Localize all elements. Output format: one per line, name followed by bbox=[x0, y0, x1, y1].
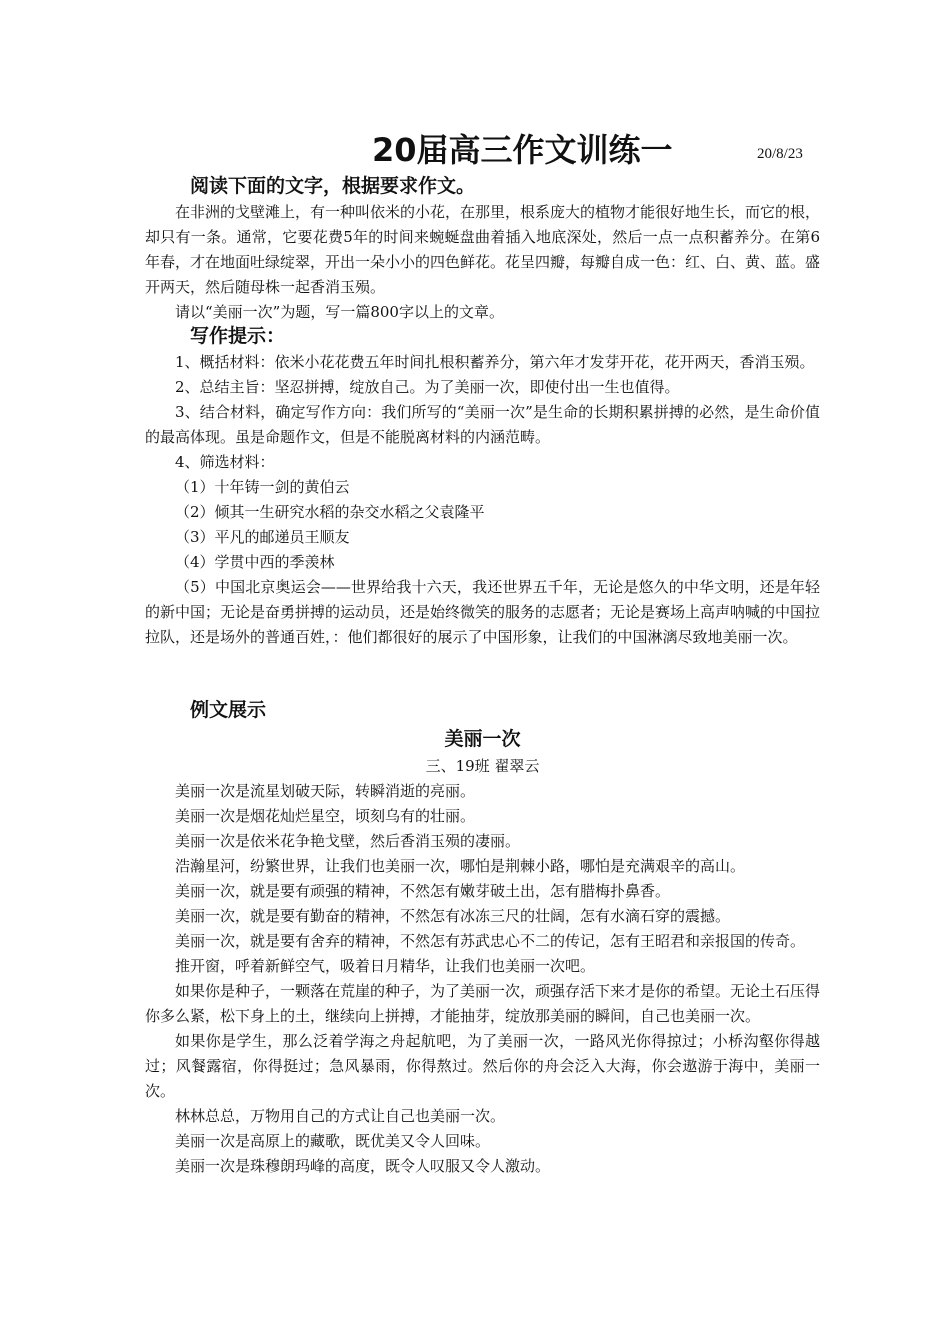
material-item: （3）平凡的邮递员王顺友 bbox=[175, 528, 350, 546]
page-title: 20届高三作文训练一 bbox=[372, 131, 673, 169]
essay-title: 美丽一次 bbox=[444, 728, 521, 750]
essay-paragraph: 美丽一次是高原上的藏歌，既优美又令人回味。 bbox=[175, 1132, 491, 1150]
section-heading-tips: 写作提示： bbox=[190, 325, 286, 347]
essay-paragraph: 浩瀚星河，纷繁世界，让我们也美丽一次，哪怕是荆棘小路，哪怕是充满艰辛的高山。 bbox=[175, 857, 746, 875]
essay-paragraph: 美丽一次是烟花灿烂星空，顷刻乌有的壮丽。 bbox=[175, 807, 476, 825]
essay-paragraph: 美丽一次是流星划破天际，转瞬消逝的亮丽。 bbox=[175, 782, 476, 800]
essay-paragraph: 如果你是学生，那么泛着学海之舟起航吧，为了美丽一次，一路风光你得掠过；小桥沟壑你得越过；风餐露宿，你得挺过；急风暴雨，你得熬过。然后你的舟会泛入大海，你会遨游于海中，美丽一次。 bbox=[145, 1032, 820, 1100]
essay-paragraph: 美丽一次，就是要有勤奋的精神，不然怎有冰冻三尺的壮阔，怎有水滴石穿的震撼。 bbox=[175, 907, 731, 925]
section-heading-prompt: 阅读下面的文字，根据要求作文。 bbox=[190, 175, 476, 197]
section-tips bbox=[145, 322, 820, 650]
date-label: 20/8/23 bbox=[757, 146, 803, 162]
essay-paragraph: 林林总总，万物用自己的方式让自己也美丽一次。 bbox=[175, 1107, 506, 1125]
tip-item: 1、概括材料：依米小花花费五年时间扎根积蓄养分，第六年才发芽开花，花开两天，香消玉殒。 bbox=[175, 353, 815, 371]
essay-author: 三、19班 翟翠云 bbox=[425, 757, 540, 775]
tip-item: 3、结合材料，确定写作方向：我们所写的“美丽一次”是生命的长期积累拼搏的必然，是生命价值的最高体现。虽是命题作文，但是不能脱离材料的内涵范畴。 bbox=[145, 403, 820, 446]
title-row bbox=[0, 128, 950, 172]
material-item: （1）十年铸一剑的黄伯云 bbox=[175, 478, 350, 496]
essay-paragraph: 推开窗，呼着新鲜空气，吸着日月精华，让我们也美丽一次吧。 bbox=[175, 957, 596, 975]
section-prompt bbox=[145, 172, 820, 325]
essay-paragraph: 美丽一次，就是要有舍弃的精神，不然怎有苏武忠心不二的传记，怎有王昭君和亲报国的传奇。 bbox=[175, 932, 806, 950]
material-item: （2）倾其一生研究水稻的杂交水稻之父袁隆平 bbox=[175, 503, 485, 521]
material-item: （4）学贯中西的季羡林 bbox=[175, 553, 335, 571]
material-item: （5）中国北京奥运会——世界给我十六天，我还世界五千年，无论是悠久的中华文明，还是年轻的新中国；无论是奋勇拼搏的运动员，还是始终微笑的服务的志愿者；无论是赛场上高声呐喊的中国拉拉队，还是场外的普通百姓，：他们都很好的展示了中国形象，让我们的中国淋漓尽致地美丽一次。 bbox=[145, 578, 821, 646]
section-heading-example: 例文展示 bbox=[190, 699, 267, 721]
task-paragraph: 请以“美丽一次”为题，写一篇800字以上的文章。 bbox=[175, 303, 504, 321]
essay-paragraph: 美丽一次是依米花争艳戈壁，然后香消玉殒的凄丽。 bbox=[175, 832, 521, 850]
essay-paragraph: 如果你是种子，一颗落在荒崖的种子，为了美丽一次，顽强存活下来才是你的希望。无论土石压得你多么紧，松下身上的土，继续向上拼搏，才能抽芽，绽放那美丽的瞬间，自己也美丽一次。 bbox=[145, 982, 821, 1025]
material-paragraph: 在非洲的戈壁滩上，有一种叫依米的小花，在那里，根系庞大的植物才能很好地生长，而它的根，却只有一条。通常，它要花费5年的时间来蜿蜒盘曲着插入地底深处，然后一点一点积蓄养分。在第6年春，才在地面吐绿绽翠，开出一朵小小的四色鲜花。花呈四瓣，每瓣自成一色：红、白、黄、蓝。盛开两天，然后随母株一起香消玉殒。 bbox=[145, 203, 821, 296]
essay-paragraph: 美丽一次是珠穆朗玛峰的高度，既令人叹服又令人激动。 bbox=[175, 1157, 551, 1175]
section-example bbox=[145, 696, 820, 1179]
essay-paragraph: 美丽一次，就是要有顽强的精神，不然怎有嫩芽破土出，怎有腊梅扑鼻香。 bbox=[175, 882, 671, 900]
tip-item: 2、总结主旨：坚忍拼搏，绽放自己。为了美丽一次，即使付出一生也值得。 bbox=[175, 378, 680, 396]
tip-item: 4、筛选材料： bbox=[175, 453, 275, 471]
